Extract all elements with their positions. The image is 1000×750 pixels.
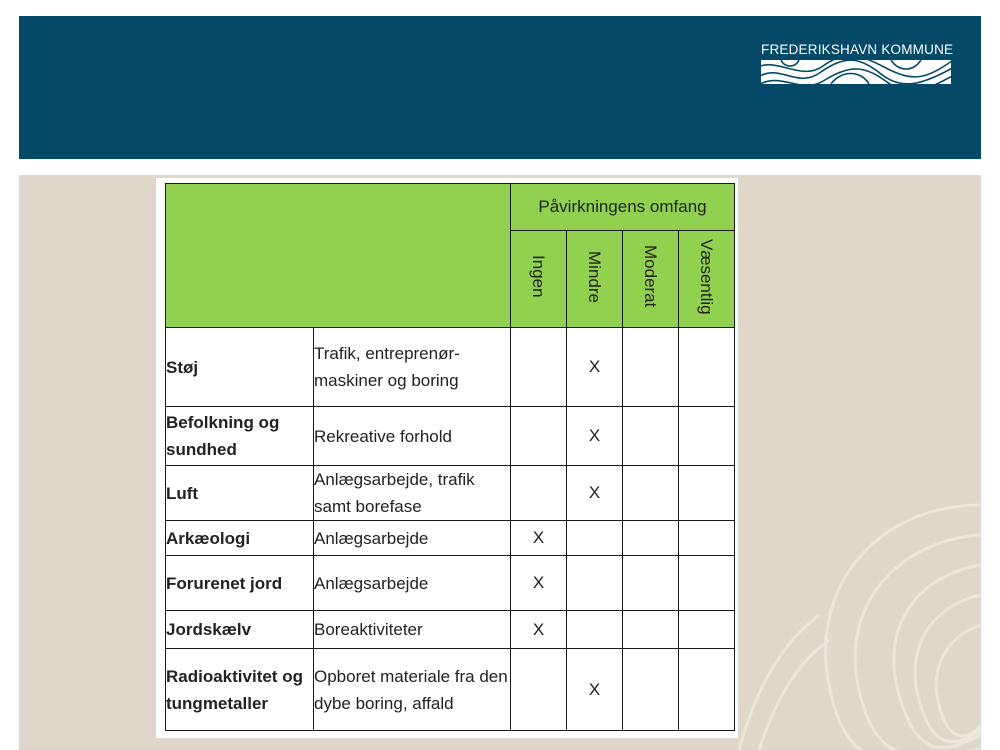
logo-pattern-icon (761, 60, 951, 84)
table-row (166, 521, 735, 556)
mark-cell (623, 649, 679, 731)
header-blank-cell (166, 184, 511, 328)
mark-cell (623, 556, 679, 611)
mark-cell (567, 521, 623, 556)
mark-cell (679, 521, 735, 556)
level-header-cell (511, 231, 567, 328)
description-cell: Boreaktiviteter (314, 611, 511, 649)
table-header-row (166, 184, 735, 231)
mark-cell: X (511, 521, 567, 556)
mark-cell (623, 521, 679, 556)
mark-cell (567, 556, 623, 611)
category-cell: Forurenet jord (166, 556, 314, 611)
mark-cell (623, 328, 679, 407)
mark-cell: X (567, 466, 623, 521)
mark-cell (679, 649, 735, 731)
description-cell: Anlægsarbejde (314, 556, 511, 611)
category-cell: Befolkning og sundhed (166, 407, 314, 466)
header-banner (19, 16, 981, 159)
level-header-cell (679, 231, 735, 328)
description-cell: Opboret materiale fra den dybe boring, affald (314, 649, 511, 731)
table-row (166, 328, 735, 407)
table-row (166, 466, 735, 521)
category-cell: Radioaktivitet og tungmetaller (166, 649, 314, 731)
mark-cell (623, 407, 679, 466)
group-header: Påvirkningens omfang (511, 184, 735, 231)
description-cell: Anlægsarbejde (314, 521, 511, 556)
level-label: Ingen (529, 255, 548, 298)
mark-cell (679, 556, 735, 611)
mark-cell (623, 466, 679, 521)
category-cell: Arkæologi (166, 521, 314, 556)
level-label: Mindre (585, 250, 604, 303)
mark-cell (511, 328, 567, 407)
category-cell: Støj (166, 328, 314, 407)
mark-cell (679, 611, 735, 649)
logo (761, 42, 954, 84)
mark-cell (623, 611, 679, 649)
table-row (166, 556, 735, 611)
table-row (166, 407, 735, 466)
logo-text: FREDERIKSHAVN KOMMUNE (761, 42, 954, 57)
mark-cell (679, 407, 735, 466)
description-cell: Rekreative forhold (314, 407, 511, 466)
mark-cell (511, 466, 567, 521)
table-row (166, 611, 735, 649)
mark-cell: X (567, 407, 623, 466)
category-cell: Luft (166, 466, 314, 521)
mark-cell (679, 328, 735, 407)
description-cell: Anlægsarbejde, trafik samt borefase (314, 466, 511, 521)
level-label: Moderat (641, 245, 660, 308)
level-header-cell (623, 231, 679, 328)
mark-cell (511, 649, 567, 731)
table-row (166, 649, 735, 731)
mark-cell: X (511, 611, 567, 649)
mark-cell: X (567, 328, 623, 407)
impact-table (165, 183, 735, 731)
mark-cell: X (511, 556, 567, 611)
category-cell: Jordskælv (166, 611, 314, 649)
level-header-cell (567, 231, 623, 328)
level-label: Væsentlig (697, 238, 716, 315)
mark-cell: X (567, 649, 623, 731)
description-cell: Trafik, entreprenør-maskiner og boring (314, 328, 511, 407)
mark-cell (679, 466, 735, 521)
mark-cell (567, 611, 623, 649)
mark-cell (511, 407, 567, 466)
